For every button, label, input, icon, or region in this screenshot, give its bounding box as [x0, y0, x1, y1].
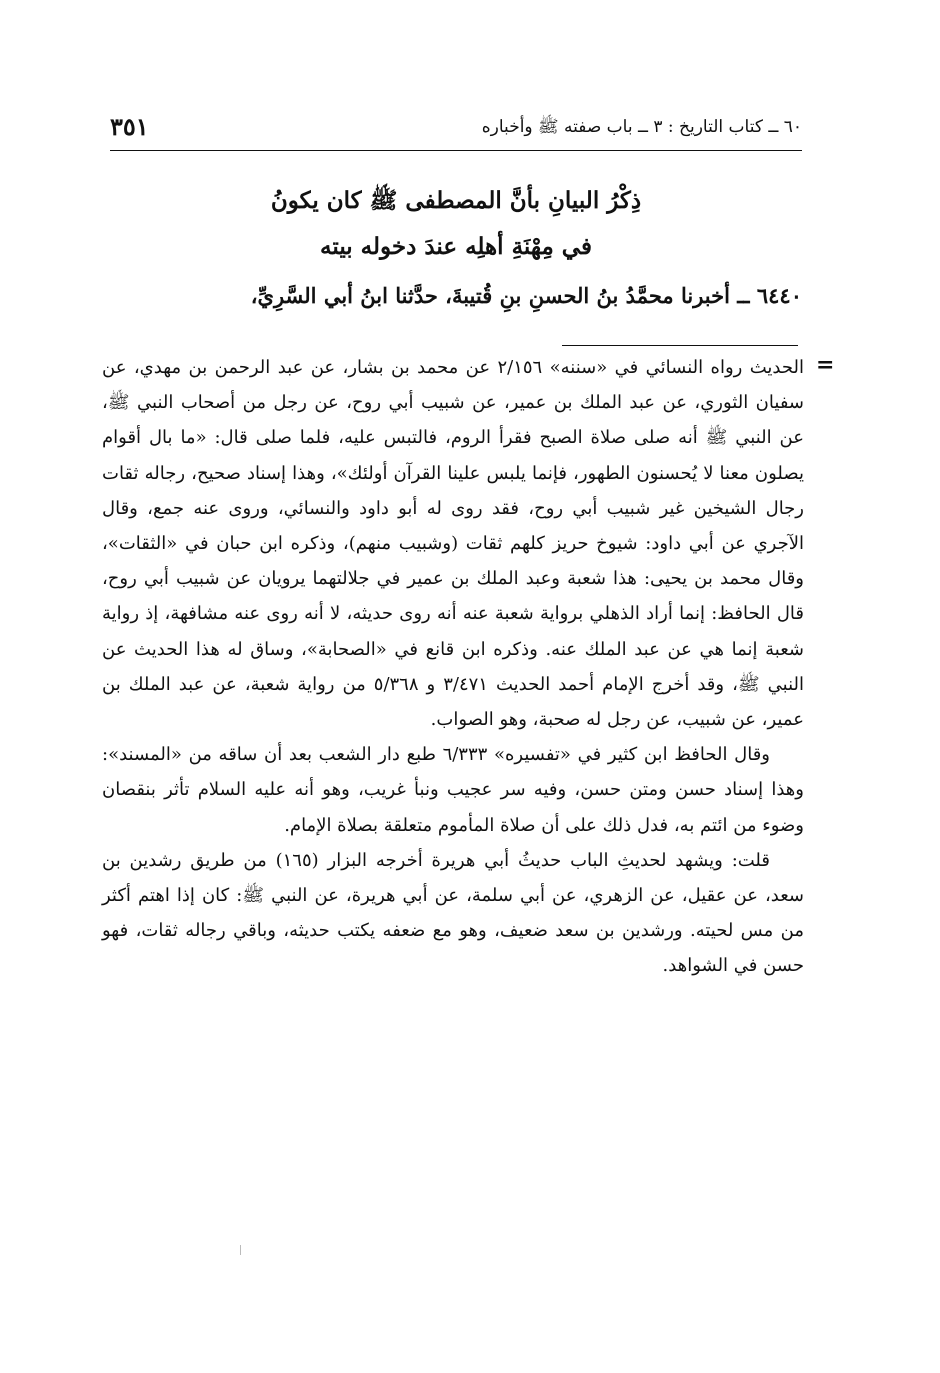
running-header — [110, 112, 802, 146]
continuation-mark: = — [816, 352, 835, 378]
footnote-paragraph-1: الحديث رواه النسائي في «سننه» ٢/١٥٦ عن محمد بن بشار، عن عبد الرحمن بن مهدي، عن سفيان الثوري، عن عبد الملك بن عمير، عن شبيب أبي روح، عن رجل من أصحاب النبي ﷺ، عن النبي ﷺ أنه صلى صلاة الصبح فقرأ الروم، فالتبس عليه، فلما صلى قال: «ما بال أقوام يصلون معنا لا يُحسنون الطهور، فإنما يلبس علينا القرآن أولئك»، وهذا إسناد صحيح، رجاله ثقات رجال الشيخين غير شبيب أبي روح، فقد روى له أبو داود والنسائي، وروى عنه جمع، وقال الآجري عن أبي داود: شيوخ حريز كلهم ثقات (وشبيب منهم)، وذكره ابن حبان في «الثقات»، وقال محمد بن يحيى: هذا شعبة وعبد الملك بن عمير في جلالتهما يرويان عن شبيب أبي روح، قال الحافظ: إنما أراد الذهلي برواية شعبة عنه أنه روى حديثه، لا أنه روى عنه مشافهة، إذ رواية شعبة إنما هي عن عبد الملك عنه. وذكره ابن قانع في «الصحابة»، وساق له هذا الحديث عن النبي ﷺ، وقد أخرج الإمام أحمد الحديث ٣/٤٧١ و ٥/٣٦٨ من رواية شعبة، عن عبد الملك بن عمير، عن شبيب، عن رجل له صحبة، وهو الصواب. — [102, 357, 804, 731]
header-divider — [110, 150, 802, 151]
heading-line-1: ذِكْرُ البيانِ بأنَّ المصطفى ﷺ كان يكونُ — [270, 187, 642, 214]
running-title: ٦٠ ــ كتاب التاريخ : ٣ ــ باب صفته ﷺ وأخباره — [481, 117, 802, 137]
page-mark — [240, 1245, 241, 1255]
chapter-heading — [110, 178, 802, 270]
footnote-paragraph-2: وقال الحافظ ابن كثير في «تفسيره» ٦/٣٣٣ طبع دار الشعب بعد أن ساقه من «المسند»: وهذا إسناد حسن ومتن حسن، وفيه سر عجيب ونبأ غريب، وهو أنه عليه السلام تأثر بنقصان وضوء من ائتم به، فدل ذلك على أن صلاة المأموم متعلقة بصلاة الإمام. — [102, 744, 804, 836]
footnote-body — [102, 350, 804, 984]
footnote-paragraph-3: قلت: ويشهد لحديثِ الباب حديثُ أبي هريرة أخرجه البزار (١٦٥) من طريق رشدين بن سعد، عن عقيل، عن الزهري، عن أبي سلمة، عن أبي هريرة، عن النبي ﷺ: كان إذا اهتم أكثر من مس لحيته. ورشدين بن سعد ضعيف، وهو مع ضعفه يكتب حديثه، وباقي رجاله ثقات، فهو حسن في الشواهد. — [102, 849, 804, 977]
footnote-divider — [562, 345, 798, 346]
hadith-text: ٦٤٤٠ ــ أخبرنا محمَّدُ بنُ الحسنِ بنِ قُتيبةَ، حدَّثنا ابنُ أبي السَّرِيِّ، — [250, 283, 802, 308]
heading-line-2: في مِهْنَةِ أهلِه عندَ دخوله بيته — [320, 233, 592, 260]
page-number: ٣٥١ — [110, 112, 149, 141]
